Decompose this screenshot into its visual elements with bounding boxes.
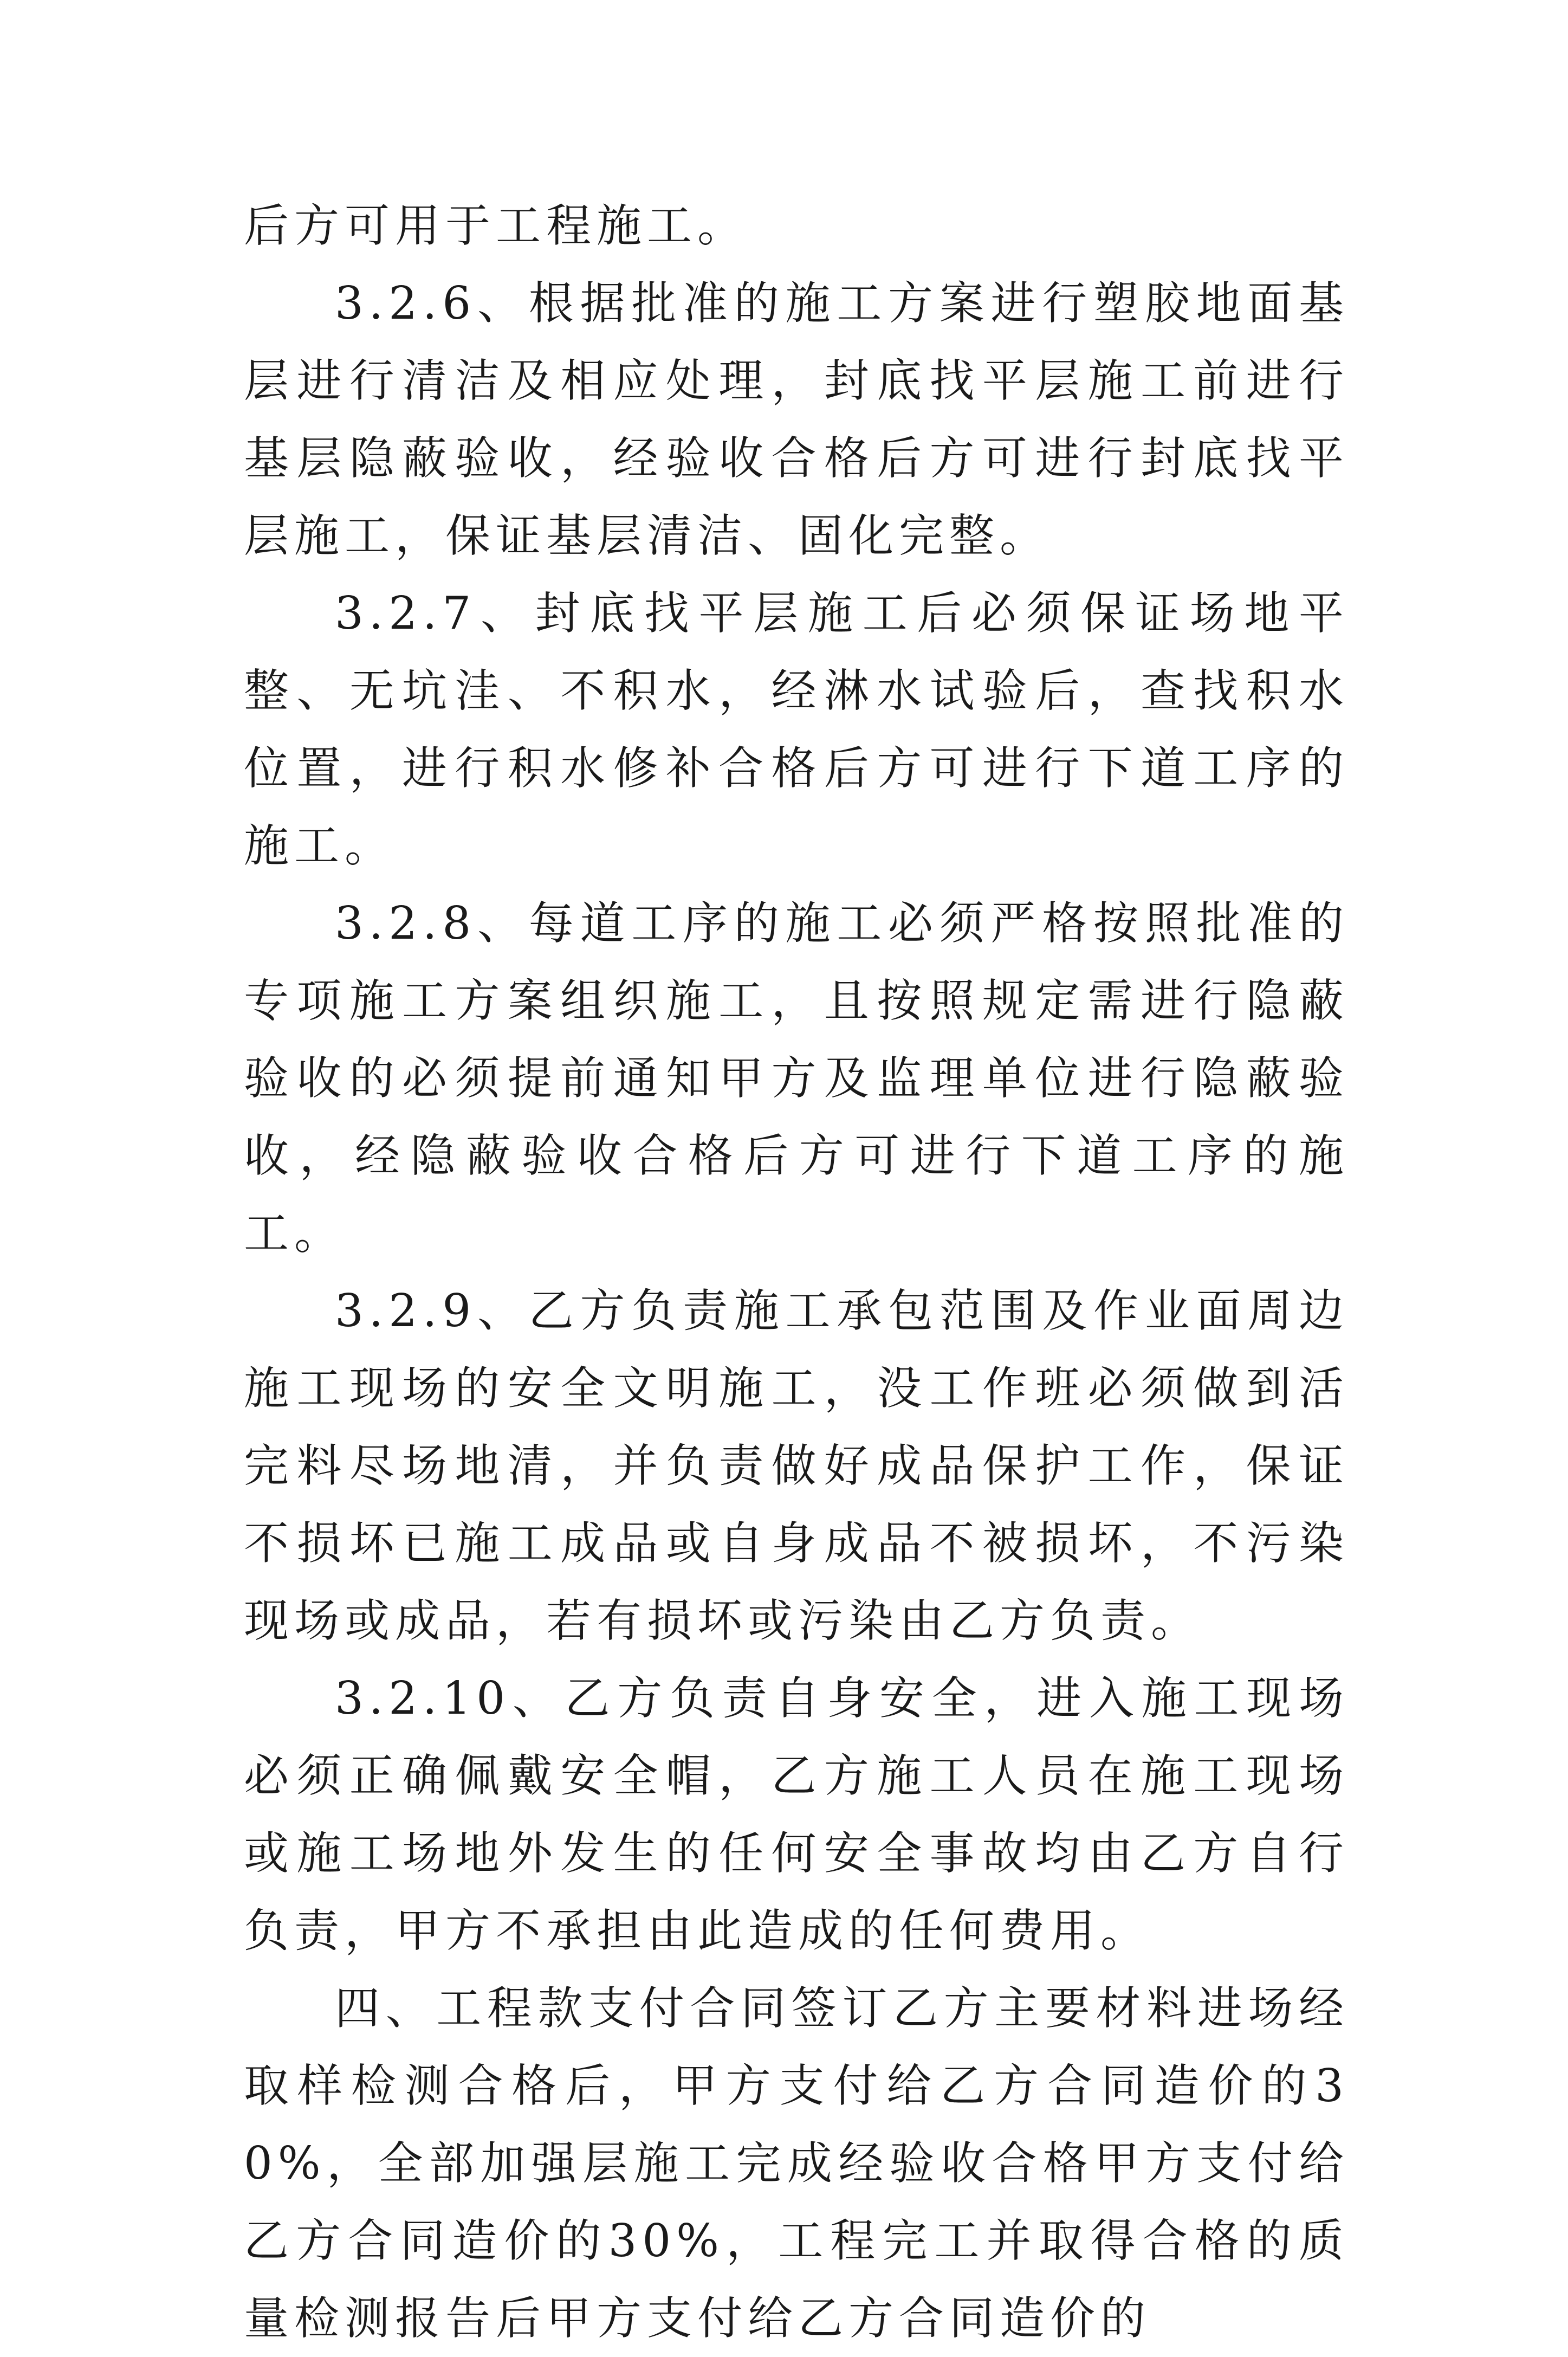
paragraph-3-2-8: 3.2.8、每道工序的施工必须严格按照批准的专项施工方案组织施工，且按照规定需进行隐蔽验收的必须提前通知甲方及监理单位进行隐蔽验收，经隐蔽验收合格后方可进行下道工序的施工。: [244, 897, 1349, 1260]
paragraph-3-2-7: 3.2.7、封底找平层施工后必须保证场地平整、无坑洼、不积水，经淋水试验后，查找积水位置，进行积水修补合格后方可进行下道工序的施工。: [244, 587, 1349, 872]
paragraph-3-2-6: 3.2.6、根据批准的施工方案进行塑胶地面基层进行清洁及相应处理，封底找平层施工前进行基层隐蔽验收，经验收合格后方可进行封底找平层施工，保证基层清洁、固化完整。: [244, 277, 1349, 562]
document-body: [244, 187, 1349, 2357]
paragraph-continuation: 后方可用于工程施工。: [244, 199, 748, 252]
paragraph-3-2-10: 3.2.10、乙方负责自身安全，进入施工现场必须正确佩戴安全帽，乙方施工人员在施工现场或施工场地外发生的任何安全事故均由乙方自行负责，甲方不承担由此造成的任何费用。: [244, 1672, 1349, 1957]
paragraph-3-2-9: 3.2.9、乙方负责施工承包范围及作业面周边施工现场的安全文明施工，没工作班必须做到活完料尽场地清，并负责做好成品保护工作，保证不损坏已施工成品或自身成品不被损坏，不污染现场或成品，若有损坏或污染由乙方负责。: [244, 1284, 1349, 1647]
paragraph-section-4-payment: 四、工程款支付合同签订乙方主要材料进场经取样检测合格后，甲方支付给乙方合同造价的30%，全部加强层施工完成经验收合格甲方支付给乙方合同造价的30%，工程完工并取得合格的质量检测报告后甲方支付给乙方合同造价的: [244, 1982, 1349, 2345]
